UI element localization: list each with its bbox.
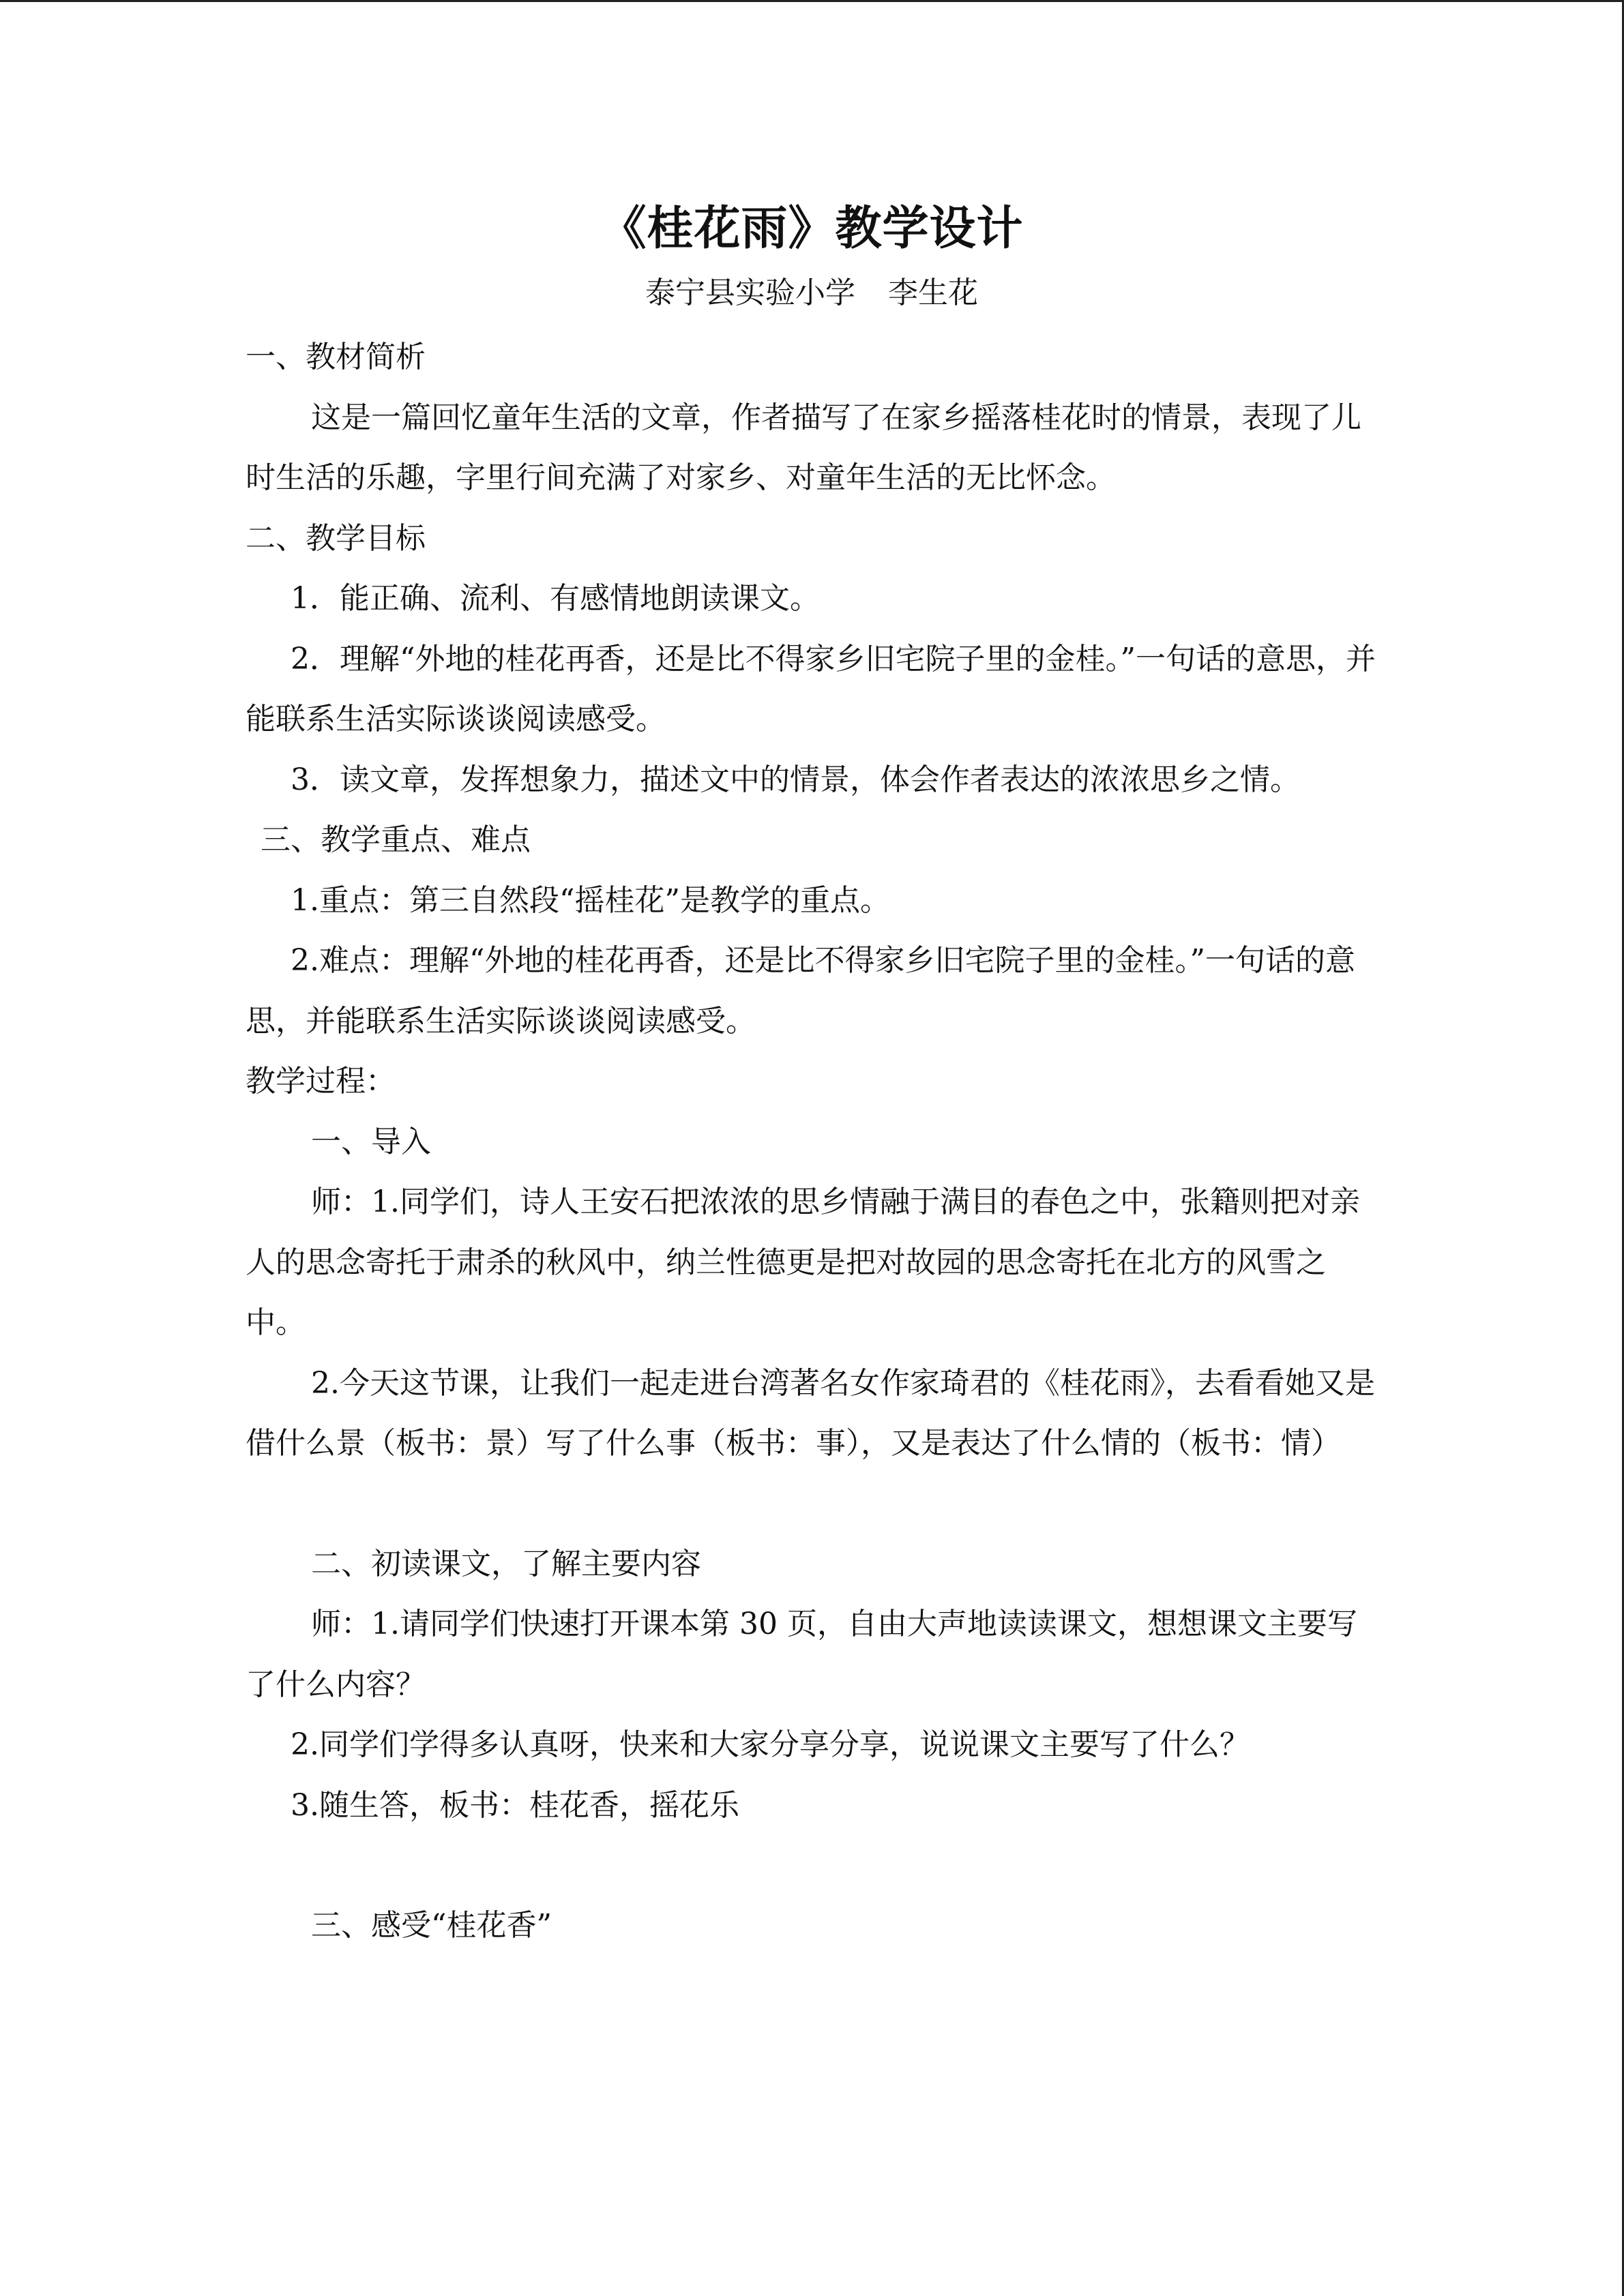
- section-heading-2: 二、教学目标: [246, 520, 426, 556]
- step-heading-3: 三、感受“桂花香”: [311, 1908, 552, 1943]
- blank-line: [246, 1836, 1378, 1896]
- section-heading-1: 一、教材简析: [246, 340, 426, 374]
- step-heading-2: 二、初读课文，了解主要内容: [311, 1546, 701, 1581]
- step-2-item-2: 2.同学们学得多认真呀，快来和大家分享分享，说说课文主要写了什么？: [291, 1727, 1250, 1762]
- section-heading-3: 三、教学重点、难点: [261, 822, 531, 857]
- step-2-item-3: 3.随生答，板书：桂花香，摇花乐: [291, 1787, 739, 1823]
- author-line: [246, 266, 1378, 320]
- author-school: 泰宁县实验小学: [645, 275, 855, 310]
- objective-item-3: 3．读文章，发挥想象力，描述文中的情景，体会作者表达的浓浓思乡之情。: [291, 762, 1300, 797]
- step-1-item-1: 师：1.同学们，诗人王安石把浓浓的思乡情融于满目的春色之中，张籍则把对亲人的思念寄托于肃杀的秋风中，纳兰性德更是把对故园的思念寄托在北方的风雪之中。: [246, 1184, 1360, 1340]
- paragraph-intro: 这是一篇回忆童年生活的文章，作者描写了在家乡摇落桂花时的情景，表现了儿时生活的乐趣，字里行间充满了对家乡、对童年生活的无比怀念。: [246, 400, 1361, 495]
- process-heading: 教学过程：: [246, 1064, 396, 1099]
- blank-line: [246, 1474, 1378, 1534]
- step-2-item-1: 师：1.请同学们快速打开课本第 30 页，自由大声地读读课文，想想课文主要写了什么内容？: [246, 1607, 1357, 1702]
- step-heading-1: 一、导入: [311, 1124, 431, 1159]
- author-name: 李生花: [888, 275, 978, 310]
- page-border-top: [0, 0, 1624, 2]
- step-1-item-2: 2.今天这节课，让我们一起走进台湾著名女作家琦君的《桂花雨》，去看看她又是借什么景（板书：景）写了什么事（板书：事），又是表达了什么情的（板书：情）: [246, 1365, 1375, 1461]
- difficulty-item: 2.难点：理解“外地的桂花再香，还是比不得家乡旧宅院子里的金桂。”一句话的意思，并能联系生活实际谈谈阅读感受。: [246, 943, 1355, 1039]
- objective-item-2: 2．理解“外地的桂花再香，还是比不得家乡旧宅院子里的金桂。”一句话的意思，并能联系生活实际谈谈阅读感受。: [246, 641, 1376, 736]
- key-point-item: 1.重点：第三自然段“摇桂花”是教学的重点。: [291, 882, 890, 918]
- document-title: 《桂花雨》教学设计: [600, 201, 1024, 256]
- objective-item-1: 1．能正确、流利、有感情地朗读课文。: [291, 581, 820, 616]
- document-body: [246, 191, 1378, 1956]
